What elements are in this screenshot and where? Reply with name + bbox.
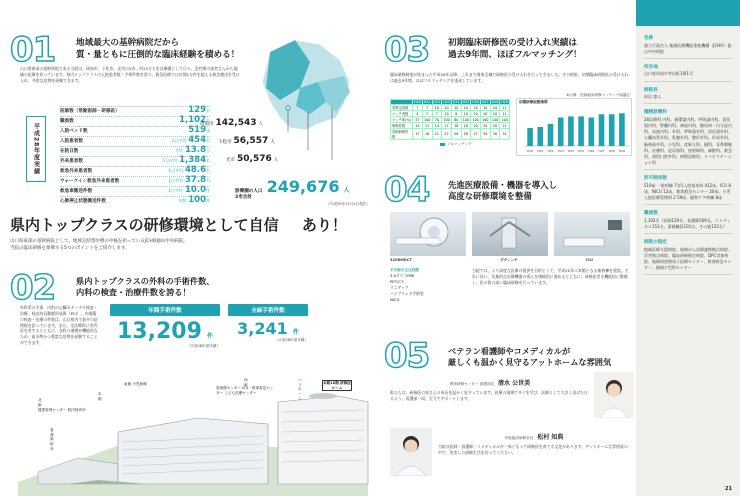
table-cell: 27 xyxy=(471,129,481,140)
stat-unit: 件 xyxy=(206,188,210,193)
table-cell: 10 xyxy=(480,111,490,117)
section-03-body: 臨床研修制度が始まった平成16年以降、これまで周南全域で研修医の受け入れを行ってきました。その結果、初期臨床研修医の受け入れは過去9年間、ほぼフルマッチングを達成しています。 xyxy=(390,72,629,83)
city-name: 周南市 xyxy=(200,122,214,127)
city-row xyxy=(226,154,300,172)
hospital-marker-icon xyxy=(286,106,290,110)
equipment-item: 3.0テスラMRI xyxy=(390,273,415,278)
table-cell: 21 xyxy=(500,123,510,129)
section-04-title-line1: 先進医療設備・機器を導入し xyxy=(448,180,557,190)
table-cell: 17 xyxy=(413,129,423,140)
stat-label: 救急車搬送件数 xyxy=(60,189,93,194)
chart-bar xyxy=(599,114,605,146)
table-cell: 7 xyxy=(432,111,442,117)
city-populations xyxy=(200,118,300,172)
stat-unit: 名 xyxy=(206,108,210,113)
full-match-legend xyxy=(440,142,472,147)
sidebar-item-text: 28診療科 内科、循環器内科、呼吸器内科、消化器内科、腎臓内科、神経内科、糖尿病・内分泌内科、血液内科、外科、呼吸器外科、消化器外科、心臓血管外科、乳腺外科、整形外科、形成外科、脳神経外科、小児科、産婦人科、眼科、耳鼻咽喉科、皮膚科、泌尿器科、放射線科、麻酔科、救急科、歯科口腔外科、病理診断科、リハビリテーション科 xyxy=(644,116,732,166)
stat-label: 医師数（常勤医師・研修医） xyxy=(60,109,120,114)
sidebar-item-label: 職員数 xyxy=(644,211,658,217)
table-cell: 11 xyxy=(422,123,432,129)
stat-value: 1,102 xyxy=(179,115,206,125)
total-note: （平成29年11月1日現在） xyxy=(326,201,370,206)
section-03-title xyxy=(448,38,582,61)
icu-bed-icon xyxy=(554,212,630,256)
table-cell: 10 xyxy=(442,105,452,111)
sidebar-item xyxy=(644,109,732,170)
sidebar-item-label: 名称 xyxy=(644,36,654,41)
table-cell: マッチ者数 xyxy=(391,111,413,117)
table-row xyxy=(391,129,510,140)
sidebar-items xyxy=(636,26,740,279)
building-callout: ヘリポート xyxy=(298,378,302,401)
section-02-title-line2: 内科の検査・治療件数を誇る！ xyxy=(76,287,191,298)
table-cell: 27 xyxy=(442,129,452,140)
period-label-box xyxy=(26,116,46,182)
section-01-title-line2: 質・量ともに圧倒的な臨床経験を積める！ xyxy=(76,49,240,60)
sidebar-item xyxy=(644,239,732,275)
sidebar-item-label: 標榜診療科 xyxy=(644,110,667,116)
person1-text: 私たちは、研修医の皆さんの成長を温かく見守っています。医療の現場で多くを学び、医師として大きく羽ばたけるよう、看護部一同、全力でサポートします。 xyxy=(390,390,588,401)
table-header-cell: H26 xyxy=(472,100,479,105)
stats-list xyxy=(60,97,210,205)
trainee-chart xyxy=(516,98,632,156)
chart-tick-label: H23 xyxy=(557,149,564,153)
section-02-title-line1: 県内トップクラスの外科の手術件数、 xyxy=(76,276,215,286)
headline-sub2: 当院の臨床研修を象徴する5つのポイントをご紹介します。 xyxy=(10,246,130,252)
city-unit: 人 xyxy=(258,122,263,127)
stat-unit: 名 xyxy=(206,158,210,163)
city-value: 142,543 xyxy=(215,118,257,128)
building-callout: 西館 xyxy=(244,378,248,387)
table-cell: 20 xyxy=(490,123,500,129)
building-callout: 北館 xyxy=(38,398,42,407)
city-name: 下松市 xyxy=(218,140,232,145)
section-number-04: 04 xyxy=(384,170,430,210)
chart-bar xyxy=(527,128,533,146)
table-cell: 10 xyxy=(451,105,461,111)
table-header-cell: H21 xyxy=(423,100,431,105)
chart-tick-label: H28 xyxy=(608,149,615,153)
table-cell: 8 xyxy=(451,111,461,117)
person2-role: 卒後臨床研修室長 xyxy=(504,436,534,440)
photo-ct-caption: 320RMDCT xyxy=(390,258,412,262)
table-cell: 7 xyxy=(422,111,432,117)
table-cell: 10 xyxy=(442,111,452,117)
table-cell: 80 xyxy=(451,117,461,123)
total-unit: 人 xyxy=(343,187,350,194)
stat-value-group xyxy=(178,187,210,206)
table-header-cell: H23 xyxy=(443,100,450,105)
sidebar-item-text: 前田 憲人 xyxy=(644,94,662,100)
table-cell: 10 xyxy=(461,111,471,117)
total-label xyxy=(235,189,263,201)
photo-icu-caption: ICU xyxy=(586,258,593,262)
section-03-title-line2: 過去9年間、ほぼフルマッチング！ xyxy=(448,49,582,60)
stat-label: ウォークイン救急外来患者数 xyxy=(60,179,120,184)
table-cell: 10 xyxy=(471,111,481,117)
stat-prefix: 1日平均 xyxy=(171,138,187,143)
stat-unit: 床 xyxy=(206,128,210,133)
annual-value: 13,209 xyxy=(116,319,202,344)
headline-main xyxy=(10,214,380,235)
person1-role: 教育研修センター 看護部長 xyxy=(449,382,495,386)
stat-prefix: 1日平均 xyxy=(168,168,184,173)
table-cell: 18 xyxy=(451,123,461,129)
sidebar-item xyxy=(644,175,732,205)
stat-prefix: 年間 xyxy=(178,198,187,203)
person1-block xyxy=(390,378,590,402)
chart-bar xyxy=(568,116,574,146)
section-04-title-line2: 高度な研修環境を整備 xyxy=(448,191,532,202)
table-cell: 30 xyxy=(490,129,500,140)
table-cell: 10 xyxy=(461,105,471,111)
city-value: 50,576 xyxy=(237,154,272,164)
table-cell: 14 xyxy=(432,123,442,129)
section-02-title xyxy=(76,276,214,298)
stat-unit: 名 xyxy=(206,138,210,143)
section-05-title-line1: ベテラン看護師やコメディカルが xyxy=(448,346,571,356)
sidebar-item xyxy=(644,87,732,105)
page-number: 21 xyxy=(725,486,732,492)
stat-value: 48.6 xyxy=(185,165,206,175)
equipment-list-title: その他の主な設備 xyxy=(390,268,419,272)
total-label-line2: 3市合計 xyxy=(235,194,252,200)
heliport-icon xyxy=(309,393,337,399)
table-cell: 10 xyxy=(471,105,481,111)
table-cell: 100 xyxy=(472,117,479,122)
headline-sub1: 山口県東部の基幹病院として、地域完結型医療の中核を担っているJCHO徳山中央病院。 xyxy=(10,239,188,244)
table-cell: 募集定員数 xyxy=(391,105,413,111)
chart-tick-label: H24 xyxy=(567,149,574,153)
annual-label: 年間手術件数 xyxy=(110,304,220,316)
table-header-cell: H25 xyxy=(462,100,470,105)
table-header-cell: H20 xyxy=(414,100,421,105)
equipment-items xyxy=(390,273,460,302)
table-cell: 100 xyxy=(462,117,470,122)
chart-bar xyxy=(548,124,554,146)
table-cell: 11 xyxy=(500,111,510,117)
stat-label: 入院患者数 xyxy=(60,139,83,144)
table-cell: 20 xyxy=(480,123,490,129)
table-header-cell: H28 xyxy=(491,100,499,105)
stat-row xyxy=(60,117,210,135)
total-label-line1: 診療圏の人口 xyxy=(235,189,263,194)
table-header-cell: H27 xyxy=(481,100,489,105)
person2-photo xyxy=(390,428,432,476)
table-cell: 7 xyxy=(422,105,432,111)
equipment-list xyxy=(390,268,460,302)
person1-name: 清水 公世美 xyxy=(498,380,531,387)
period-label: 平成28年度実績 xyxy=(32,122,40,176)
stat-value: 1,384 xyxy=(179,155,206,165)
photo-davinci-caption: ダヴィンチ xyxy=(500,258,518,262)
city-row xyxy=(218,136,300,154)
section-number-02: 02 xyxy=(10,268,56,308)
stat-unit: 件 xyxy=(206,198,210,203)
section-01-title xyxy=(76,38,239,61)
sidebar-item-label: 所在地 xyxy=(644,64,658,70)
chart-title: 初期研修医数推移 xyxy=(519,100,548,104)
stat-prefix: 1日平均 xyxy=(168,178,184,183)
stat-value: 519 xyxy=(188,125,206,135)
table-cell: 100 xyxy=(424,117,431,122)
table-cell: 10 xyxy=(490,105,500,111)
section-03-table-note: ※出典：医師臨床研修マッチング協議会 xyxy=(566,93,630,97)
sidebar-item-label: 病院長 xyxy=(644,87,658,93)
stat-label: 在院日数 xyxy=(60,149,79,154)
stat-value: 129 xyxy=(188,105,206,115)
stat-unit: 日 xyxy=(206,148,210,153)
sidebar-item xyxy=(644,35,732,59)
stat-value: 454 xyxy=(188,135,206,145)
stat-label: 外来患者数 xyxy=(60,159,83,164)
table-cell: マッチ率(%) xyxy=(392,118,411,123)
section-04-title xyxy=(448,180,557,203)
city-unit: 人 xyxy=(273,158,279,163)
anesth-value: 3,241 xyxy=(237,319,288,338)
sidebar-item-text: 519床 一般病棟 7対1入院基本料 412床、ICU 8床、NICU 12床、救命救急センター 20床、小児入院医療管理料 2 59床、緩和ケア病棟 8床 xyxy=(644,182,731,201)
city-value: 56,557 xyxy=(233,136,269,146)
chart-tick-label: H25 xyxy=(578,149,585,153)
anesth-label: 全麻手術件数 xyxy=(228,304,308,316)
building-callout: 本館10階 研修医ルーム xyxy=(323,381,351,390)
annual-unit: 件 xyxy=(206,333,213,340)
section-04-body: 当院では、より高度な医療の提供を目的として、平成22年に本館となる新病棟を建設。それに伴い、先進的な医療機器の導入を積極的に進めるとともに、研修医室も機能的に整備し、医の質の高い臨床研修を行っています。 xyxy=(472,268,629,285)
section-05-title xyxy=(448,346,611,368)
total-population xyxy=(235,177,370,207)
table-cell: 57 xyxy=(413,117,423,123)
table-cell: 17 xyxy=(442,123,452,129)
table-cell: 100 xyxy=(482,117,489,122)
annual-surgery-box xyxy=(110,304,220,349)
chart-bar xyxy=(609,114,615,146)
stat-label: 入院ベッド数 xyxy=(60,129,88,134)
photo-ct xyxy=(390,212,466,256)
stat-unit: 名 xyxy=(206,118,210,123)
chart-tick-label: H21 xyxy=(537,149,544,153)
section-05-title-line2: 厳しくも温かく見守るアットホームな雰囲気 xyxy=(448,357,612,368)
table-cell: 18 xyxy=(461,123,471,129)
table-header-cell: H24 xyxy=(452,100,460,105)
sidebar-item xyxy=(644,64,732,82)
chart-bar xyxy=(588,117,594,146)
person2-name: 松村 知典 xyxy=(537,434,564,441)
chart-tick-label: H20 xyxy=(527,149,534,153)
stat-prefix: 1日平均 xyxy=(168,188,184,193)
ct-scanner-icon xyxy=(390,212,466,256)
section-02-body: 外科系の手術、内科の心臓カテーテル検査・治療、経皮的冠動脈形成術（PCI）、内視鏡の検査・治療の件数は、山口県内で最多の症例数を誇っています。また、全診療科に専門医を有するとともに、各科の連携が機能的なため、高水準かつ豊富な症例を経験することができます。 xyxy=(20,305,98,346)
table-header-cell: H29 xyxy=(501,100,508,105)
section-01-body: 山口県東部の基幹病院である当院は、周南市、下松市、光市の3市、約25万人を診療圏として日々、急性期の患者さんから地域の医療を担っています。県内トップクラスの入院患者数・手術件数を誇り、救急医療では年間1万件を超える救急搬送を受け入れ、多彩な症例を経験できます。 xyxy=(20,66,240,83)
table-cell: 4 xyxy=(413,111,423,117)
chart-svg xyxy=(517,106,631,154)
section-number-01: 01 xyxy=(10,30,56,70)
sidebar-item-text: 山口県周南市孝田町1番1号 xyxy=(644,71,694,77)
sidebar-item-text: 独立行政法人 地域医療機能推進機構（JCHO）徳山中央病院 xyxy=(644,42,732,54)
stat-unit: 名 xyxy=(206,168,210,173)
table-cell: 70 xyxy=(432,117,442,123)
table-cell: 11 xyxy=(500,105,510,111)
table-cell: 28 xyxy=(461,129,471,140)
building-callout: 本館 xyxy=(98,392,102,401)
table-cell: 初期研修医数 xyxy=(391,129,413,140)
photo-icu xyxy=(554,212,630,256)
stat-prefix: 1日平均 xyxy=(162,158,178,163)
table-cell: 20 xyxy=(471,123,481,129)
hospital-info-sidebar xyxy=(636,0,740,496)
photo-davinci xyxy=(472,212,548,256)
stat-value: 13.8 xyxy=(185,145,206,155)
sidebar-header-bar xyxy=(636,0,740,26)
headline-main-text: 県内トップクラスの研修環境として自信 xyxy=(10,216,279,234)
table-cell: 31 xyxy=(500,129,510,140)
matching-table xyxy=(390,99,510,140)
chart-tick-label: H27 xyxy=(598,149,605,153)
stat-value: 100 xyxy=(188,195,206,205)
equipment-item: リニアック xyxy=(390,284,409,290)
stat-unit: 名 xyxy=(206,178,210,183)
legend-text: フルマッチング xyxy=(447,142,472,146)
table-cell: 30 xyxy=(480,129,490,140)
annual-note: （平成28年度実績） xyxy=(186,344,220,348)
person1-photo xyxy=(594,372,634,418)
table-cell: 10 xyxy=(432,105,442,111)
legend-swatch xyxy=(440,143,445,146)
equipment-item: NICU xyxy=(390,296,400,302)
building-callout: 周術期センター ICU・救命救急センター こども医療センター xyxy=(216,386,274,395)
anesth-unit: 件 xyxy=(292,329,299,336)
city-unit: 人 xyxy=(270,140,275,145)
table-cell: 研修医数 xyxy=(391,123,413,129)
chart-bar xyxy=(578,116,584,146)
table-header-cell: H22 xyxy=(433,100,441,105)
stat-row xyxy=(60,97,210,115)
chart-bar xyxy=(619,113,625,146)
chart-bar xyxy=(558,117,564,146)
table-cell: 21 xyxy=(432,129,442,140)
equipment-item: PET/CT xyxy=(390,278,404,284)
chart-tick-label: H26 xyxy=(588,149,595,153)
table-cell: 100 xyxy=(501,117,508,122)
building-callout: 看護師宿舎 xyxy=(50,428,54,451)
section-01-title-line1: 地域最大の基幹病院だから xyxy=(76,38,180,48)
stat-value: 37.8 xyxy=(185,175,206,185)
sidebar-item-label: 病院の指定 xyxy=(644,240,667,246)
table-cell: 10 xyxy=(490,111,500,117)
stat-row xyxy=(60,147,210,165)
robot-icon xyxy=(472,212,548,256)
building-callout: 東館 小児病棟 xyxy=(124,382,147,386)
sidebar-item xyxy=(644,210,732,234)
city-name: 光市 xyxy=(226,158,235,163)
total-value: 249,676 xyxy=(266,177,340,196)
section-03-title-line1: 初期臨床研修医の受け入れ実績は xyxy=(448,38,577,48)
stat-prefix: 平均 xyxy=(175,148,184,153)
table-cell: 100 xyxy=(491,117,499,122)
table-cell: 14 xyxy=(413,123,423,129)
stat-value: 10.0 xyxy=(185,185,206,195)
chart-bar xyxy=(537,127,543,146)
table-cell: 10 xyxy=(480,105,490,111)
chart-tick-label: H29 xyxy=(618,149,625,153)
building-callout: 健康管理センター 院内保育所 xyxy=(38,408,86,412)
section-number-05: 05 xyxy=(384,336,430,376)
stat-label: 救急外来患者数 xyxy=(60,169,93,174)
anesthesia-surgery-box xyxy=(228,304,308,343)
person2-text: 当院は医師・看護師・コメディカルが一体となって研修医を育てる文化があります。アットホームな雰囲気の中で、充実した研修生活を送ってください。 xyxy=(438,444,628,455)
stat-label: 心肺停止状態搬送件数 xyxy=(60,199,106,204)
table-cell: 7 xyxy=(413,105,423,111)
headline-tail: あり！ xyxy=(301,216,347,234)
table-cell: 28 xyxy=(451,129,461,140)
headline-sub xyxy=(10,238,380,252)
table-cell: 100 xyxy=(443,117,450,122)
sidebar-item-label: 許可病床数 xyxy=(644,176,667,182)
stat-label: 職員数 xyxy=(60,119,74,124)
section-number-03: 03 xyxy=(384,30,430,70)
chart-tick-label: H22 xyxy=(547,149,554,153)
anesth-note: （平成28年度実績） xyxy=(274,338,308,342)
equipment-item: ハイブリッド手術室 xyxy=(390,290,424,296)
city-row xyxy=(200,118,300,136)
sidebar-item-text: 地域医療支援病院、地域がん診療連携拠点病院、災害拠点病院、臨床研修指定病院、DPC対象病院、地域周産期母子医療センター、救命救急センター、地域小児科センター xyxy=(644,246,732,271)
table-cell: 18 xyxy=(422,129,432,140)
sidebar-item-text: 1,102名（医師129名、看護師569名、コメディカル151名、事務職員101名、その他152名） xyxy=(644,217,731,229)
person2-block xyxy=(438,432,630,456)
